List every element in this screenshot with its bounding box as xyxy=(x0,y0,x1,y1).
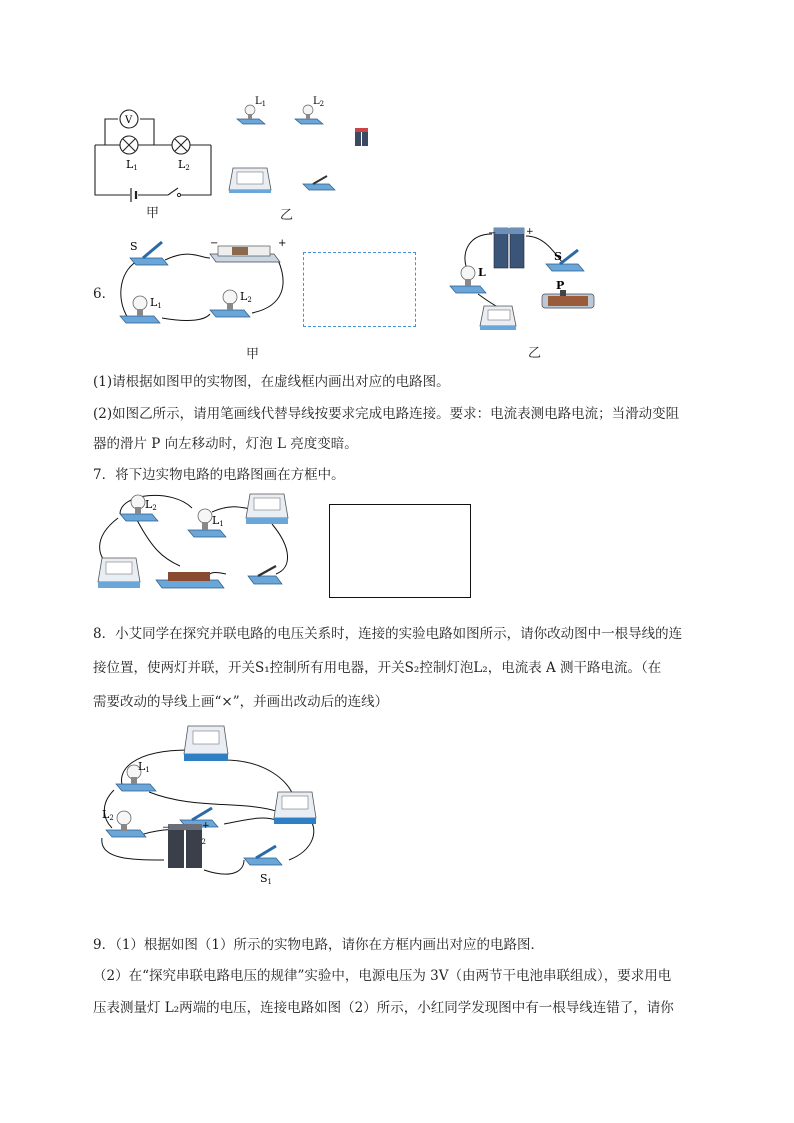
q6-part1: (1)请根据如图甲的实物图，在虚线框内画出对应的电路图。 xyxy=(93,374,450,390)
q6-yi-minus: − xyxy=(488,228,497,239)
q8-voltmeter xyxy=(184,726,228,761)
q8-switch-s1-label: S1 xyxy=(260,872,273,886)
physical-components-yi xyxy=(225,92,390,212)
q7-rheostat xyxy=(156,572,224,588)
q8-line2: 接位置，使两灯并联，开关S₁控制所有用电器，开关S₂控制灯泡L₂，电流表 A 测干路电流。（在 xyxy=(93,660,662,676)
q7-meter-bottom xyxy=(98,558,140,588)
caption-jia: 甲 xyxy=(146,206,160,221)
q6-lamp-l-label: L xyxy=(478,266,486,279)
q6-plus-sign: + xyxy=(278,238,287,249)
q8-line1: 8．小艾同学在探究并联电路的电压关系时，连接的实验电路如图所示，请你改动图中一根导线的连 xyxy=(93,626,683,642)
q6-caption-yi: 乙 xyxy=(528,346,542,361)
q6-minus-sign: − xyxy=(210,238,219,249)
q7-lamp-l2-label: L2 xyxy=(145,498,157,512)
q6-physical-circuit-jia xyxy=(110,228,290,336)
q6-slider-p-label: P xyxy=(556,279,565,292)
q6-answer-box-dashed[interactable] xyxy=(303,252,416,327)
q6-part2-line2: 器的滑片 P 向左移动时，灯泡 L 亮度变暗。 xyxy=(93,436,358,452)
q6-part2-line1: (2)如图乙所示，请用笔画线代替导线按要求完成电路连接。要求：电流表测电路电流；当滑动变阻 xyxy=(93,406,680,422)
q7-answer-box[interactable] xyxy=(329,504,471,598)
q7-physical-circuit xyxy=(92,488,302,600)
q6-number: 6． xyxy=(93,286,116,302)
meter-object xyxy=(229,168,271,193)
q8-battery xyxy=(168,824,202,868)
battery-object xyxy=(355,128,368,146)
q6-battery-object xyxy=(494,228,524,268)
q7-lamp-l1-label: L1 xyxy=(212,514,224,528)
q8-battery-minus: − xyxy=(162,823,170,833)
obj-l1-label: $L_1$ xyxy=(255,96,267,108)
q6-switch-s-label: S xyxy=(130,240,138,253)
lamp-l1-label: L1 xyxy=(126,158,138,172)
switch-object xyxy=(303,176,335,190)
q9-line2: （2）在“探究串联电路电压的规律”实验中，电源电压为 3V（由两节干电池串联组成），要求用电 xyxy=(93,968,672,984)
q6-yi-switch-label: S xyxy=(554,250,562,263)
lamp-l1-symbol xyxy=(120,136,138,154)
q9-line1: 9．（1）根据如图（1）所示的实物电路，请你在方框内画出对应的电路图． xyxy=(93,937,545,953)
voltmeter-label: V xyxy=(125,115,133,126)
q8-switch-s2-label: 2 xyxy=(201,838,207,846)
q6-lamp-l1-label: L1 xyxy=(150,296,162,310)
q6-yi-switch xyxy=(546,250,584,271)
q7-meter-top xyxy=(246,494,288,524)
q8-line3: 需要改动的导线上画“×”，并画出改动后的连线） xyxy=(93,694,389,710)
q6-lamp-l2-label: L2 xyxy=(240,290,252,304)
q8-lamp-l1 xyxy=(116,765,156,791)
q6-yi-plus: + xyxy=(526,227,534,237)
q6-rheostat xyxy=(542,290,594,308)
q8-lamp-l2-label: L2 xyxy=(102,808,114,822)
q6-caption-jia: 甲 xyxy=(246,347,260,362)
obj-l2-label: $L_2$ xyxy=(313,96,325,108)
q8-ammeter xyxy=(274,792,316,824)
q6-physical-circuit-yi xyxy=(444,222,604,342)
q7-switch xyxy=(248,566,282,584)
q6-ammeter xyxy=(480,306,516,330)
caption-yi: 乙 xyxy=(280,208,294,223)
battery-symbol xyxy=(131,188,136,202)
q8-switch-s1 xyxy=(244,846,282,865)
lamp-l2-label: L2 xyxy=(178,158,190,172)
switch-symbol xyxy=(168,188,181,197)
lamp-l2-symbol xyxy=(172,136,190,154)
q8-physical-circuit xyxy=(94,720,334,890)
q8-battery-plus: + xyxy=(202,821,210,831)
q6-battery-holder xyxy=(210,246,280,262)
q8-lamp-l1-label: L1 xyxy=(138,760,150,774)
q7-text: 7．将下边实物电路的电路图画在方框中。 xyxy=(93,467,345,483)
q9-line3: 压表测量灯 L₂两端的电压，连接电路如图（2）所示，小红同学发现图中有一根导线连错了，请你 xyxy=(93,1000,674,1016)
